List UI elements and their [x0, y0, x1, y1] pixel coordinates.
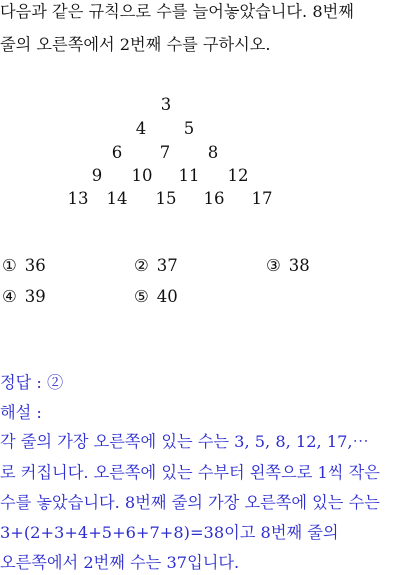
question-line-2: 줄의 오른쪽에서 2번째 수를 구하시오. — [0, 35, 271, 54]
explanation-line-5: 오른쪽에서 2번째 수는 37입니다. — [0, 553, 240, 572]
triangle-number: 13 — [67, 189, 89, 208]
triangle-number: 10 — [131, 166, 153, 185]
explanation-line-2: 로 커집니다. 오른쪽에 있는 수부터 왼쪽으로 1씩 작은 — [0, 463, 380, 482]
choice-value: 37 — [156, 256, 178, 275]
triangle-number: 8 — [207, 143, 219, 162]
triangle-row-4 — [0, 166, 400, 188]
choice-4[interactable] — [2, 287, 46, 307]
triangle-number: 15 — [155, 189, 177, 208]
choice-mark: ④ — [2, 287, 17, 306]
choice-value: 40 — [156, 287, 178, 306]
triangle-row-1 — [0, 95, 400, 117]
triangle-number: 14 — [106, 189, 128, 208]
explanation-line-1: 각 줄의 가장 오른쪽에 있는 수는 3, 5, 8, 12, 17,⋯ — [0, 432, 369, 451]
triangle-number: 4 — [135, 119, 147, 138]
explanation-line-4: 3+(2+3+4+5+6+7+8)=38이고 8번째 줄의 — [0, 523, 339, 542]
choice-5[interactable] — [134, 287, 178, 307]
triangle-number: 3 — [160, 95, 172, 114]
answer-label: 정답 : ② — [0, 373, 64, 392]
question-line-1: 다음과 같은 규칙으로 수를 늘어놓았습니다. 8번째 — [0, 2, 354, 21]
triangle-row-3 — [0, 143, 400, 165]
triangle-number: 5 — [183, 119, 195, 138]
triangle-number: 9 — [91, 166, 103, 185]
triangle-number: 6 — [111, 143, 123, 162]
triangle-number: 16 — [203, 189, 225, 208]
triangle-row-5 — [0, 189, 400, 211]
triangle-number: 17 — [251, 189, 273, 208]
triangle-number: 11 — [178, 166, 200, 185]
choice-mark: ① — [2, 256, 17, 275]
explanation-label: 해설 : — [0, 403, 42, 422]
choice-value: 38 — [288, 256, 310, 275]
choice-3[interactable] — [266, 256, 310, 276]
triangle-row-2 — [0, 119, 400, 141]
explanation-line-3: 수를 놓았습니다. 8번째 줄의 가장 오른쪽에 있는 수는 — [0, 493, 380, 512]
choice-value: 36 — [24, 256, 46, 275]
triangle-number: 7 — [159, 143, 171, 162]
choice-value: 39 — [24, 287, 46, 306]
choice-mark: ② — [134, 256, 149, 275]
choice-mark: ⑤ — [134, 287, 149, 306]
choice-2[interactable] — [134, 256, 178, 276]
triangle-number: 12 — [227, 166, 249, 185]
choice-1[interactable] — [2, 256, 46, 276]
choice-mark: ③ — [266, 256, 281, 275]
